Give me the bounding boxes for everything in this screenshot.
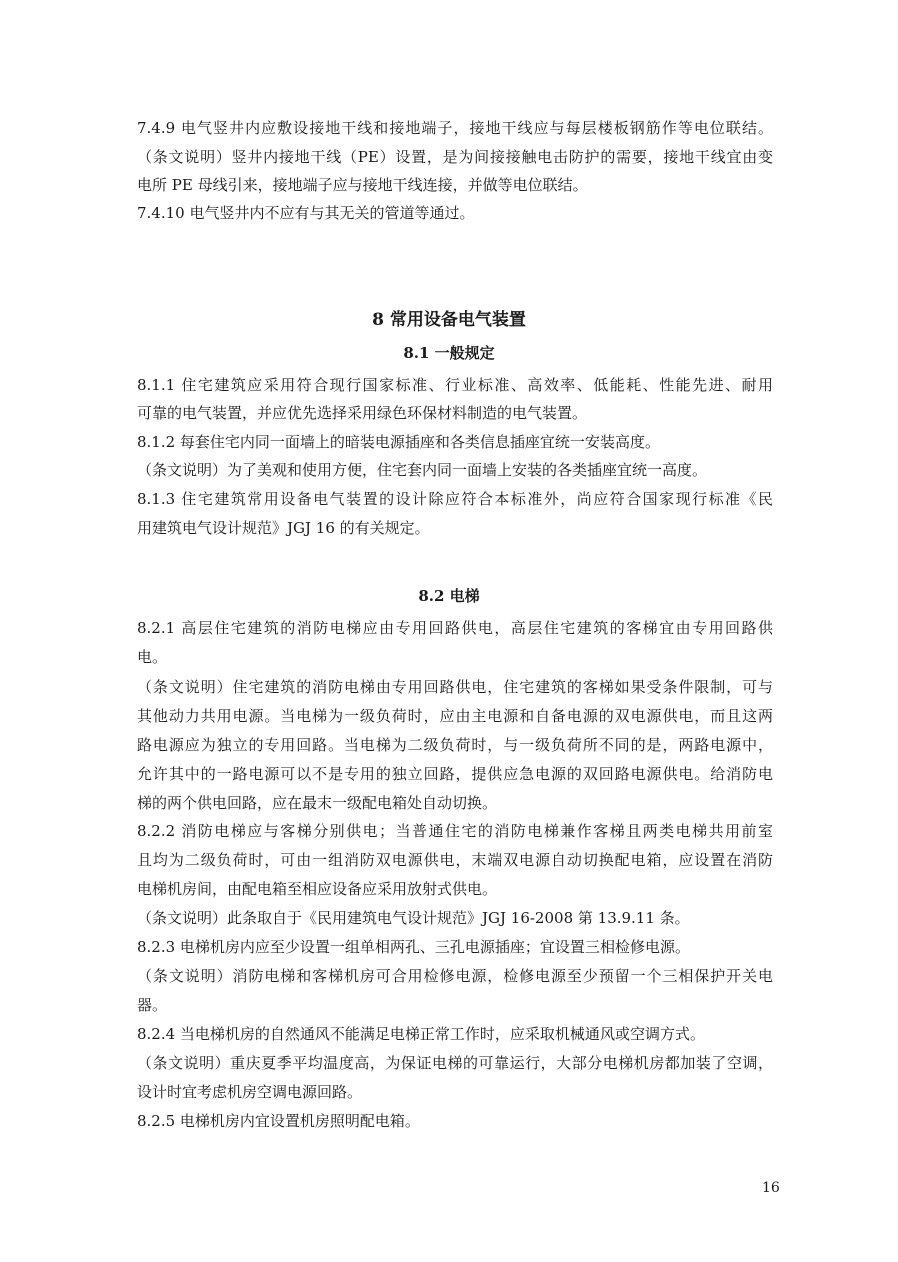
text-line: 路电源应为独立的专用回路。当电梯为二级负荷时，与一级负荷所不同的是，两路电源中， [137,736,773,754]
text-line: 8.2.3 电梯机房内应至少设置一组单相两孔、三孔电源插座；宜设置三相检修电源。 [137,938,690,956]
text-line: 7.4.9 电气竖井内应敷设接地干线和接地端子，接地干线应与每层楼板钢筋作等电位联结。 [137,119,773,137]
chapter-heading: 8 常用设备电气装置 [372,310,526,330]
text-line: 梯的两个供电回路，应在最末一级配电箱处自动切换。 [137,794,498,812]
text-line: 可靠的电气装置，并应优先选择采用绿色环保材料制造的电气装置。 [137,404,588,422]
page-number: 16 [762,1180,780,1196]
text-line: 7.4.10 电气竖井内不应有与其无关的管道等通过。 [137,204,475,222]
section-heading: 8.1 一般规定 [403,344,495,362]
text-line: 8.2.1 高层住宅建筑的消防电梯应由专用回路供电，高层住宅建筑的客梯宜由专用回路供 [137,619,773,637]
text-line: 8.2.5 电梯机房内宜设置机房照明配电箱。 [137,1112,420,1130]
text-line: 8.1.1 住宅建筑应采用符合现行国家标准、行业标准、高效率、低能耗、性能先进、耐用 [137,376,773,394]
text-line: （条文说明）竖井内接地干线（PE）设置，是为间接接触电击防护的需要，接地干线宜由变 [137,148,773,166]
text-line: 8.2.2 消防电梯应与客梯分别供电；当普通住宅的消防电梯兼作客梯且两类电梯共用前室 [137,822,773,840]
text-line: （条文说明）此条取自于《民用建筑电气设计规范》JGJ 16-2008 第 13.9.11 条。 [137,909,690,927]
text-line: 且均为二级负荷时，可由一组消防双电源供电，末端双电源自动切换配电箱，应设置在消防 [137,851,773,869]
text-line: （条文说明）为了美观和使用方便，住宅套内同一面墙上安装的各类插座宜统一高度。 [137,461,708,479]
text-line: 器。 [137,996,168,1014]
text-line: （条文说明）住宅建筑的消防电梯由专用回路供电，住宅建筑的客梯如果受条件限制，可与 [137,678,773,696]
text-line: 电梯机房间，由配电箱至相应设备应采用放射式供电。 [137,880,498,898]
text-line: 设计时宜考虑机房空调电源回路。 [137,1083,363,1101]
section-heading: 8.2 电梯 [418,587,480,605]
text-line: 电所 PE 母线引来，接地端子应与接地干线连接，并做等电位联结。 [137,176,588,194]
text-line: 其他动力共用电源。当电梯为一级负荷时，应由主电源和自备电源的双电源供电，而且这两 [137,707,773,725]
text-line: 8.1.2 每套住宅内同一面墙上的暗装电源插座和各类信息插座宜统一安装高度。 [137,433,660,451]
text-line: 8.2.4 当电梯机房的自然通风不能满足电梯正常工作时，应采取机械通风或空调方式。 [137,1025,705,1043]
text-line: （条文说明）消防电梯和客梯机房可合用检修电源，检修电源至少预留一个三相保护开关电 [137,967,773,985]
text-line: （条文说明）重庆夏季平均温度高，为保证电梯的可靠运行，大部分电梯机房都加装了空调， [137,1054,773,1072]
text-line: 用建筑电气设计规范》JGJ 16 的有关规定。 [137,519,430,537]
text-line: 8.1.3 住宅建筑常用设备电气装置的设计除应符合本标准外，尚应符合国家现行标准《民 [137,490,773,508]
text-line: 电。 [137,648,168,666]
text-line: 允许其中的一路电源可以不是专用的独立回路，提供应急电源的双回路电源供电。给消防电 [137,765,773,783]
